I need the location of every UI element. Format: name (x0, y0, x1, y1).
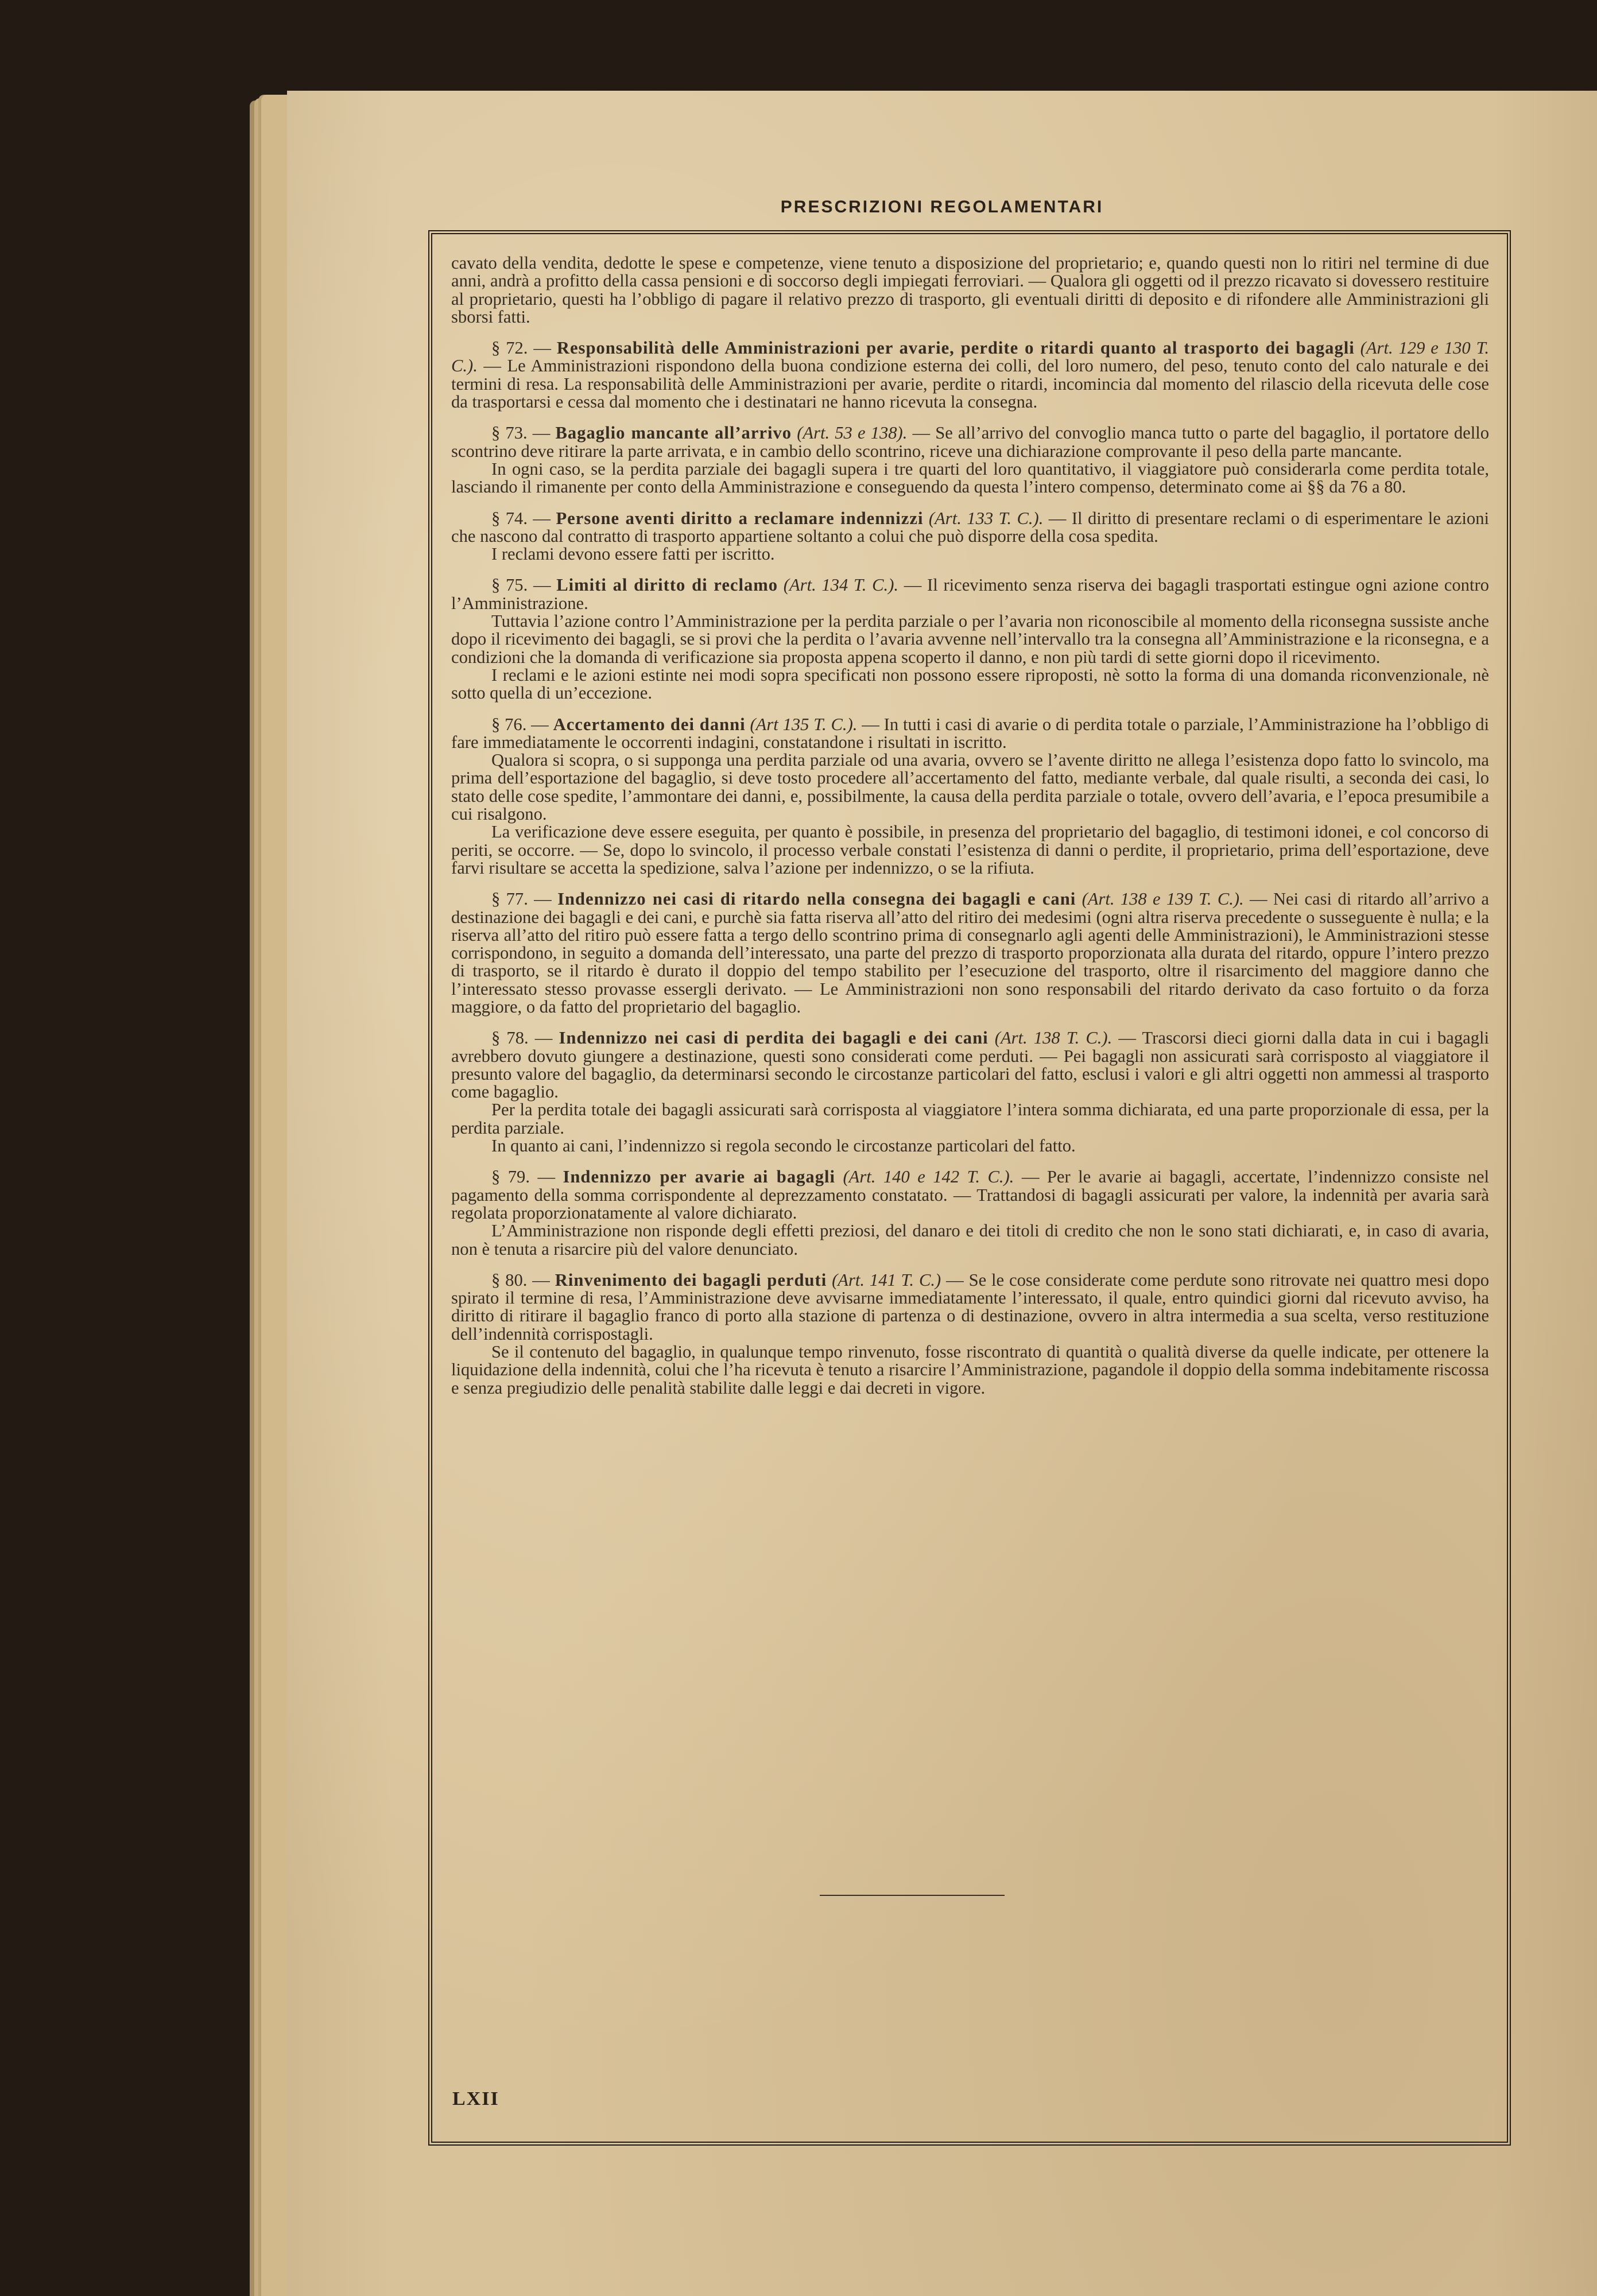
paragraph: cavato della vendita, dedotte le spese e competenze, viene tenuto a disposizione del proprietario; e, quando questi non lo ritiri nel termine di due anni, andrà a profitto della cassa pensioni e di soccorso degli impiegati ferroviari. — Qualora gli oggetti od il prezzo ricavato si dovessero restituire al proprietario, questi ha l’obbligo di pagare il relativo prezzo di trasporto, gli eventuali diritti di deposito e di rifondere alle Amministrazioni gli sborsi fatti. (451, 253, 1489, 327)
paragraph: I reclami devono essere fatti per iscritto. (491, 544, 775, 564)
section-text: — Se all’arrivo del convoglio manca tutto o parte del bagaglio, il portatore dello scontrino deve ritirare la parte arrivata, e in cambio dello scontrino, riceve una dichiarazione comprovante il peso della parte mancante. (451, 423, 1490, 461)
section-number: § 78. — (491, 1028, 553, 1048)
paragraph: In ogni caso, se la perdita parziale dei bagagli supera i tre quarti del loro quantitativo, il viaggiatore può considerarla come perdita totale, lasciando il rimanente per conto della Amministrazione e conseguendo da questa l’intero compenso, determinato come ai §§ da 76 a 80. (451, 459, 1489, 497)
article-reference: (Art. 138 T. C.). (994, 1028, 1113, 1048)
section-number: § 75. — (491, 575, 551, 595)
section-80 (451, 1271, 1489, 1343)
section-number: § 76. — (491, 714, 549, 734)
section-heading: Persone aventi diritto a reclamare indennizzi (556, 508, 924, 528)
closing-rule (820, 1895, 1005, 1896)
section-75 (451, 576, 1489, 612)
article-reference: (Art. 53 e 138). (797, 423, 908, 443)
paragraph: In quanto ai cani, l’indennizzo si regola secondo le circostanze particolari del fatto. (491, 1136, 1076, 1156)
section-number: § 74. — (491, 508, 551, 528)
paragraph: I reclami e le azioni estinte nei modi sopra specificati non possono essere riproposti, nè sotto la forma di una domanda riconvenzionale, nè sotto quella di un’eccezione. (451, 665, 1489, 703)
section-heading: Indennizzo nei casi di perdita dei bagagli e dei cani (559, 1028, 989, 1048)
article-reference: (Art. 138 e 139 T. C.). (1082, 889, 1244, 909)
section-number: § 80. — (491, 1270, 550, 1290)
section-heading: Bagaglio mancante all’arrivo (555, 423, 792, 443)
paragraph: Qualora si scopra, o si supponga una perdita parziale od una avaria, ovvero se l’avente diritto ne allega l’esistenza dopo fatto lo svincolo, ma prima dell’esportazione del bagaglio, si deve tosto procedere all’accertamento del fatto, mediante verbale, dal quale risulti, a seconda dei casi, lo stato delle cose spedite, l’ammontare dei danni, e, possibilmente, la causa della perdita parziale o totale, ovvero dell’avaria, e l’epoca presumibile a cui risalgono. (451, 750, 1489, 824)
paragraph: Tuttavia l’azione contro l’Amministrazione per la perdita parziale o per l’avaria non riconoscibile al momento della riconsegna sussiste anche dopo il ricevimento dei bagagli, se si provi che la perdita o l’avaria avvenne nell’intervallo tra la consegna all’Amministrazione e la riconsegna, e a condizioni che la domanda di verificazione sia proposta appena scoperto il danno, e non più tardi di sette giorni dopo il ricevimento. (451, 611, 1489, 667)
section-heading: Indennizzo nei casi di ritardo nella consegna dei bagagli e cani (557, 889, 1076, 909)
section-text: — Se le cose considerate come perdute sono ritrovate nei quattro mesi dopo spirato il termine di resa, l’Amministrazione deve avvisarne immediatamente l’interessato, il quale, entro quindici giorni dal ricevuto avviso, ha diritto di ritirare il bagaglio franco di porto alla stazione di partenza o di destinazione, ovvero in altra intermedia a sua scelta, verso restituzione dell’indennità corrispostagli. (451, 1270, 1490, 1344)
section-number: § 73. — (491, 423, 551, 443)
article-reference: (Art. 129 e 130 T. C.). (451, 338, 1489, 376)
section-text: — Le Amministrazioni rispondono della buona condizione esterna dei colli, del loro numero, del peso, tenuto conto del calo naturale e dei termini di resa. La responsabilità delle Amministrazioni per avarie, perdite o ritardi, incomincia dal momento del rilascio della ricevuta delle cose da trasportarsi e cessa dal momento che i destinatari ne hanno ricevuta la consegna. (451, 356, 1489, 412)
article-reference: (Art. 133 T. C.). (928, 508, 1044, 528)
paragraph: La verificazione deve essere eseguita, per quanto è possibile, in presenza del proprietario del bagaglio, di testimoni idonei, e col concorso di periti, se occorre. — Se, dopo lo svincolo, il processo verbale constati l’esistenza di danni o perdite, il proprietario, prima dell’esportazione, deve farvi risultare se accetta la spedizione, salva l’azione per indennizzo, o se la rifiuta. (451, 822, 1489, 878)
section-text: — Per le avarie ai bagagli, accertate, l’indennizzo consiste nel pagamento della somma corrispondente al deprezzamento constatato. — Trattandosi di bagagli assicurati per valore, la indennità per avaria sarà regolata proporzionatamente al valore dichiarato. (451, 1167, 1490, 1223)
section-text: — Trascorsi dieci giorni dalla data in cui i bagagli avrebbero dovuto giungere a destinazione, questi sono considerati come perduti. — Pei bagagli non assicurati sarà corrisposto al viaggiatore il presunto valore del bagaglio, da determinarsi secondo le circostanze particolari del fatto, esclusi i valori e gli altri oggetti non ammessi al trasporto come bagaglio. (451, 1028, 1490, 1102)
paragraph: Se il contenuto del bagaglio, in qualunque tempo rinvenuto, fosse riscontrato di quantità o qualità diverse da quelle indicate, per ottenere la liquidazione della indennità, colui che l’ha ricevuta è tenuto a risarcire l’Amministrazione, pagandole il doppio della somma indebitamente riscossa e senza pregiudizio delle penalità stabilite dalle leggi e dai decreti in vigore. (451, 1342, 1489, 1398)
section-heading: Accertamento dei danni (553, 714, 746, 734)
section-text: — Il ricevimento senza riserva dei bagagli trasportati estingue ogni azione contro l’Amministrazione. (451, 575, 1489, 613)
section-number: § 72. — (491, 338, 551, 358)
section-text: — Nei casi di ritardo all’arrivo a destinazione dei bagagli e dei cani, e purchè sia fatta riserva all’atto del ritiro dei medesimi (ogni altra riserva precedente o susseguente è nulla; e la riserva all’atto del ritiro può essere fatta a tergo dello scontrino prima di consegnarlo agli agenti delle Amministrazioni), le Amministrazioni stesse corrispondono, in seguito a domanda dell’interessato, una parte del prezzo di trasporto proporzionata alla durata del ritardo, oppure l’intero prezzo di trasporto, se il ritardo è durato il doppio del tempo stabilito per l’esecuzione del trasporto, oltre il risarcimento del maggiore danno che l’interessato stesso provasse essergli derivato. — Le Amministrazioni non sono responsabili del ritardo derivato da caso fortuito o da forza maggiore, o da fatto del proprietario del bagaglio. (451, 889, 1490, 1017)
article-reference: (Art. 134 T. C.). (783, 575, 899, 595)
section-heading: Rinvenimento dei bagagli perduti (555, 1270, 827, 1290)
section-number: § 77. — (491, 889, 552, 909)
section-72 (451, 339, 1489, 411)
paragraph: Per la perdita totale dei bagagli assicurati sarà corrisposta al viaggiatore l’intera somma dichiarata, ed una parte proporzionale di essa, per la perdita parziale. (451, 1100, 1489, 1138)
section-number: § 79. — (491, 1167, 556, 1187)
section-74 (451, 510, 1489, 546)
section-heading: Responsabilità delle Amministrazioni per avarie, perdite o ritardi quanto al trasporto dei bagagli (556, 338, 1355, 358)
section-heading: Indennizzo per avarie ai bagagli (563, 1167, 836, 1187)
section-text: — Il diritto di presentare reclami o di esperimentare le azioni che nascono dal contratto di trasporto appartiene soltanto a colui che può disporre della cosa spedita. (451, 508, 1489, 546)
section-heading: Limiti al diritto di reclamo (556, 575, 778, 595)
section-78 (451, 1029, 1489, 1101)
article-reference: (Art. 141 T. C.) (832, 1270, 941, 1290)
page-text (451, 254, 1489, 1781)
section-text: — In tutti i casi di avarie o di perdita totale o parziale, l’Amministrazione ha l’obbligo di fare immediatamente le occorrenti indagini, constatandone i risultati in iscritto. (451, 714, 1489, 752)
running-head: PRESCRIZIONI REGOLAMENTARI (780, 197, 1104, 216)
page-number: LXII (452, 2088, 499, 2109)
article-reference: (Art. 140 e 142 T. C.). (843, 1167, 1014, 1187)
section-77 (451, 890, 1489, 1016)
section-76 (451, 716, 1489, 752)
section-79 (451, 1168, 1489, 1222)
article-reference: (Art 135 T. C.). (750, 714, 858, 734)
section-73 (451, 424, 1489, 460)
paragraph: L’Amministrazione non risponde degli effetti preziosi, del danaro e dei titoli di credito che non le sono stati dichiarati, e, in caso di avaria, non è tenuta a risarcire più del valore denunciato. (451, 1221, 1489, 1259)
